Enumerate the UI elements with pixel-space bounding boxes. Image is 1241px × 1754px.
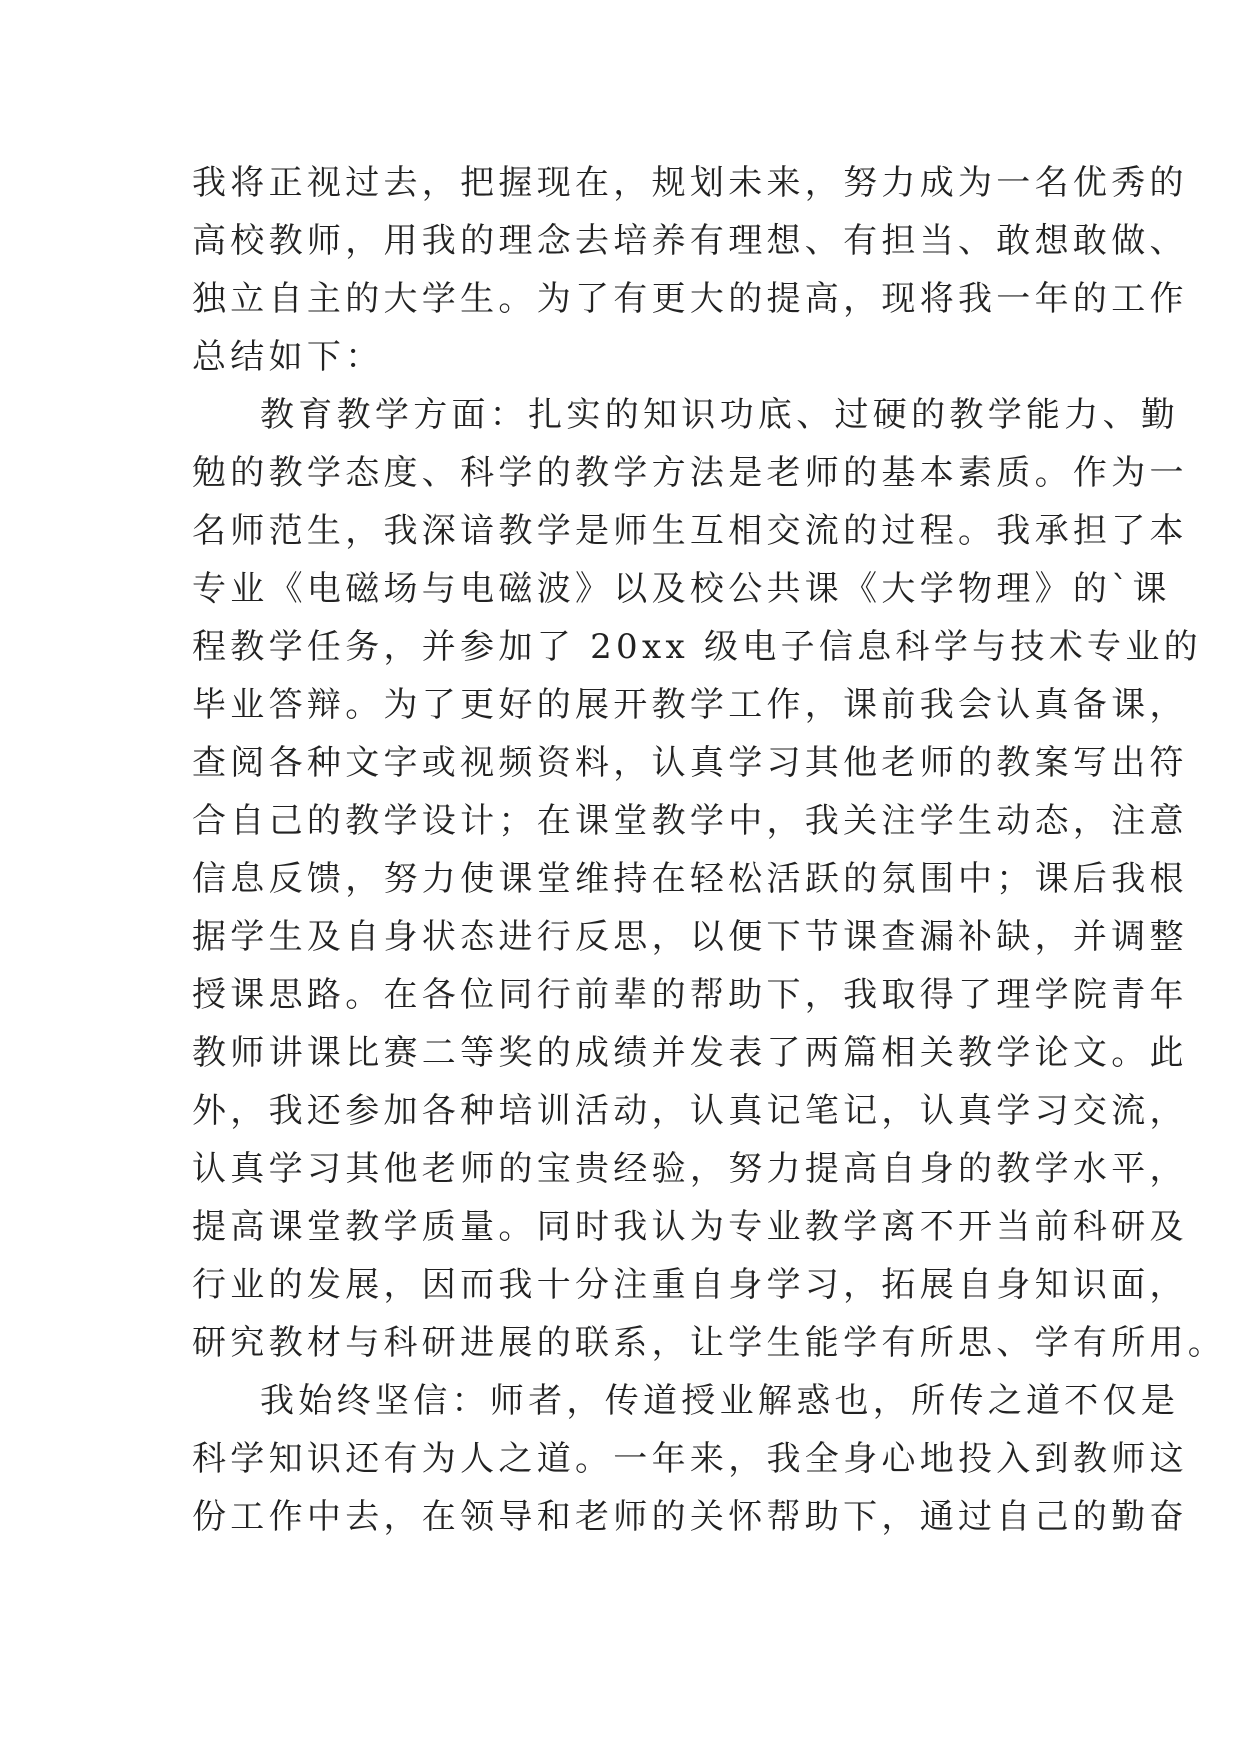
text-line: 教师讲课比赛二等奖的成绩并发表了两篇相关教学论文。此 [192, 1033, 1188, 1073]
text-line: 授课思路。在各位同行前辈的帮助下，我取得了理学院青年 [192, 975, 1188, 1015]
text-line: 份工作中去，在领导和老师的关怀帮助下，通过自己的勤奋 [192, 1497, 1188, 1537]
text-line: 勉的教学态度、科学的教学方法是老师的基本素质。作为一 [192, 453, 1188, 493]
paragraph-start-line: 我始终坚信：师者，传道授业解惑也，所传之道不仅是 [260, 1381, 1180, 1421]
text-line: 科学知识还有为人之道。一年来，我全身心地投入到教师这 [192, 1439, 1188, 1479]
text-line: 我将正视过去，把握现在，规划未来，努力成为一名优秀的 [192, 163, 1188, 203]
text-line: 研究教材与科研进展的联系，让学生能学有所思、学有所用。 [192, 1323, 1227, 1363]
body-text [192, 154, 1227, 1546]
text-line: 专业《电磁场与电磁波》以及校公共课《大学物理》的`课 [192, 569, 1171, 609]
text-line: 认真学习其他老师的宝贵经验，努力提高自身的教学水平， [192, 1149, 1188, 1189]
text-line: 程教学任务，并参加了 20xx 级电子信息科学与技术专业的 [192, 627, 1202, 667]
text-line: 查阅各种文字或视频资料，认真学习其他老师的教案写出符 [192, 743, 1188, 783]
text-line: 信息反馈，努力使课堂维持在轻松活跃的氛围中；课后我根 [192, 859, 1188, 899]
text-line: 行业的发展，因而我十分注重自身学习，拓展自身知识面， [192, 1265, 1188, 1305]
text-line: 总结如下： [192, 337, 384, 377]
text-line: 高校教师，用我的理念去培养有理想、有担当、敢想敢做、 [192, 221, 1188, 261]
text-line: 名师范生，我深谙教学是师生互相交流的过程。我承担了本 [192, 511, 1188, 551]
paragraph-start-line: 教育教学方面：扎实的知识功底、过硬的教学能力、勤 [260, 395, 1180, 435]
text-line: 毕业答辩。为了更好的展开教学工作，课前我会认真备课， [192, 685, 1188, 725]
text-line: 外，我还参加各种培训活动，认真记笔记，认真学习交流， [192, 1091, 1188, 1131]
text-line: 提高课堂教学质量。同时我认为专业教学离不开当前科研及 [192, 1207, 1188, 1247]
text-line: 独立自主的大学生。为了有更大的提高，现将我一年的工作 [192, 279, 1188, 319]
text-line: 合自己的教学设计；在课堂教学中，我关注学生动态，注意 [192, 801, 1188, 841]
text-line: 据学生及自身状态进行反思，以便下节课查漏补缺，并调整 [192, 917, 1188, 957]
